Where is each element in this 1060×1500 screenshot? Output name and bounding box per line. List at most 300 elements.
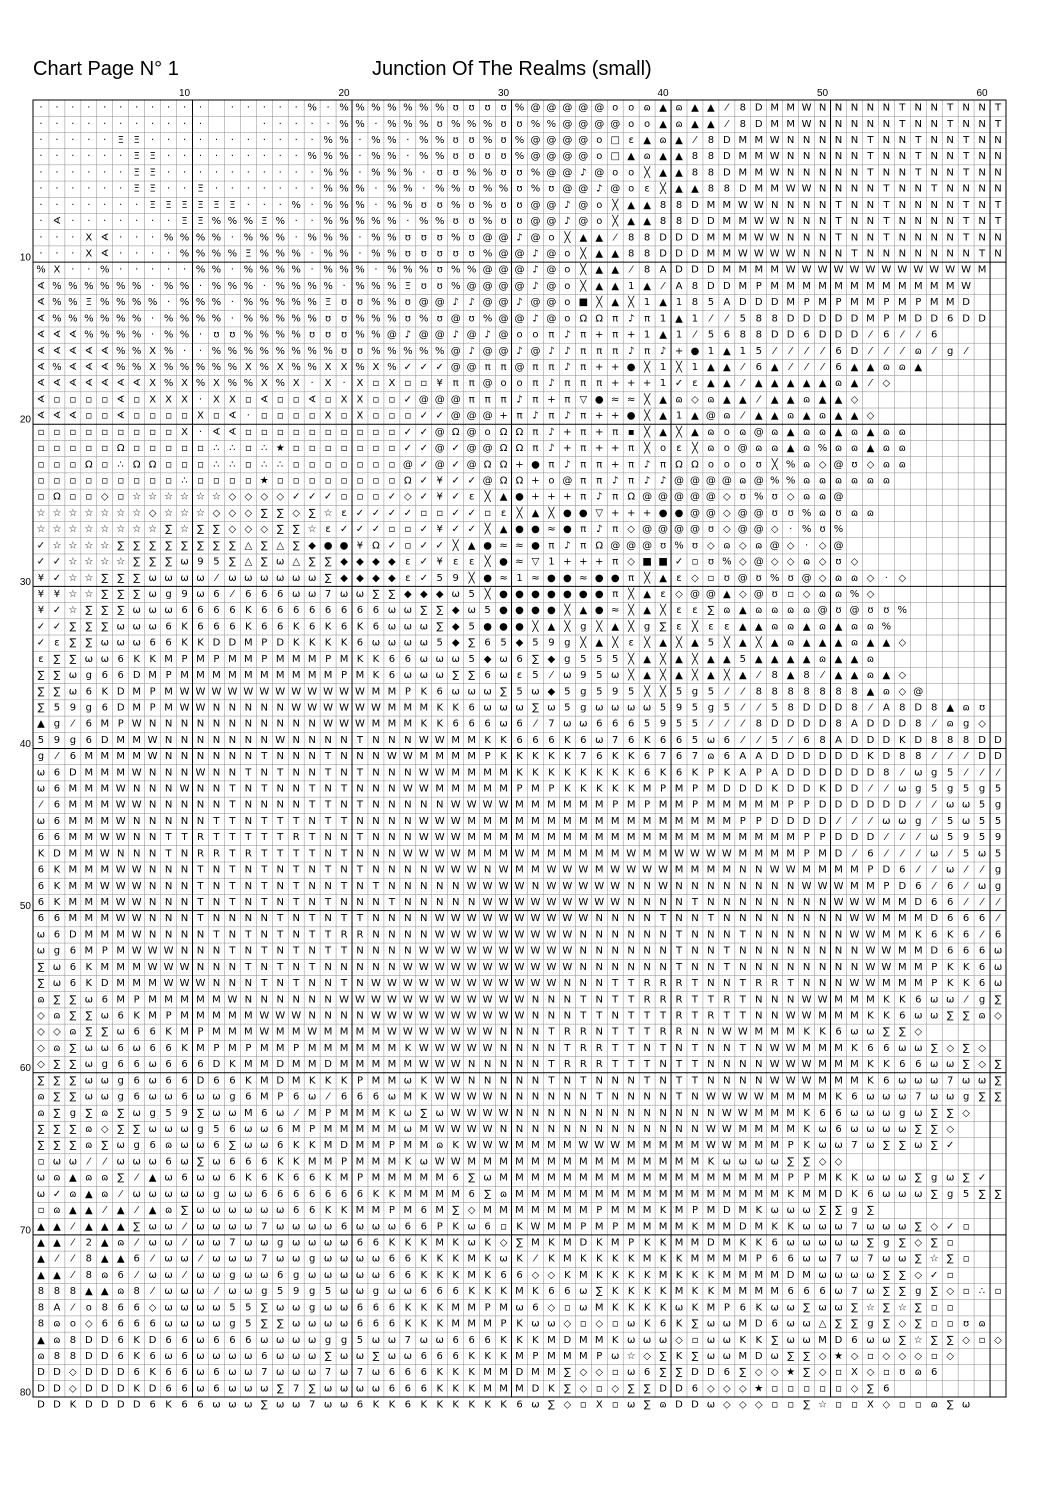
pattern-symbol: % — [323, 135, 333, 146]
pattern-symbol: N — [962, 184, 969, 195]
pattern-symbol: N — [213, 702, 220, 713]
pattern-symbol: W — [196, 978, 206, 989]
pattern-symbol: % — [339, 135, 349, 146]
pattern-symbol: M — [435, 1237, 444, 1248]
pattern-symbol: ☆ — [68, 605, 77, 616]
pattern-symbol: M — [467, 751, 476, 762]
pattern-symbol: M — [85, 784, 94, 795]
pattern-symbol: D — [564, 1335, 572, 1346]
pattern-symbol: ω — [164, 1254, 172, 1265]
pattern-symbol: 7 — [580, 751, 586, 762]
pattern-symbol: · — [103, 135, 106, 146]
pattern-symbol: N — [292, 751, 299, 762]
pattern-symbol: 6 — [389, 670, 395, 681]
pattern-symbol: ∑ — [708, 605, 715, 616]
pattern-symbol: M — [898, 297, 907, 308]
pattern-symbol: % — [291, 265, 301, 276]
pattern-symbol: g — [915, 784, 921, 795]
pattern-symbol: W — [562, 946, 572, 957]
pattern-symbol: 6 — [118, 1302, 124, 1313]
pattern-symbol: M — [770, 1027, 779, 1038]
pattern-symbol: W — [403, 994, 413, 1005]
pattern-symbol: 8 — [819, 735, 825, 746]
pattern-symbol: ✓ — [356, 508, 364, 519]
pattern-symbol: ∑ — [54, 1108, 61, 1119]
pattern-symbol: ω — [228, 1108, 236, 1119]
pattern-symbol: ω — [978, 881, 986, 892]
pattern-symbol: T — [356, 913, 364, 924]
pattern-symbol: W — [371, 994, 381, 1005]
pattern-symbol: K — [755, 1335, 762, 1346]
pattern-symbol: 1 — [692, 313, 698, 324]
pattern-symbol: ∑ — [197, 540, 204, 551]
pattern-symbol: ɷ — [835, 475, 842, 486]
pattern-symbol: 6 — [277, 1124, 283, 1135]
pattern-symbol: % — [387, 135, 397, 146]
pattern-symbol: + — [611, 459, 619, 470]
pattern-symbol: o — [596, 135, 602, 146]
pattern-symbol: ⁄ — [692, 330, 698, 341]
pattern-symbol: ω — [420, 621, 428, 632]
pattern-symbol: ▫ — [38, 459, 45, 470]
pattern-symbol: ▫ — [85, 411, 92, 422]
pattern-symbol: D — [771, 297, 779, 308]
pattern-symbol: 6 — [261, 1108, 267, 1119]
pattern-symbol: N — [771, 881, 778, 892]
pattern-symbol: π — [660, 459, 666, 470]
pattern-symbol: ▲ — [739, 638, 747, 649]
pattern-symbol: ▲ — [659, 394, 667, 405]
pattern-symbol: 6 — [118, 1043, 124, 1054]
pattern-symbol: ● — [515, 621, 524, 632]
pattern-symbol: π — [580, 346, 586, 357]
pattern-symbol: ¥ — [38, 589, 44, 600]
pattern-symbol: ▲ — [723, 362, 731, 373]
pattern-symbol: D — [101, 1383, 109, 1394]
pattern-symbol: · — [311, 249, 314, 260]
pattern-symbol: ▲ — [659, 151, 667, 162]
pattern-symbol: % — [371, 216, 381, 227]
pattern-symbol: ʊ — [341, 297, 347, 308]
pattern-symbol: ʊ — [469, 103, 475, 114]
pattern-symbol: · — [358, 249, 361, 260]
pattern-symbol: ∑ — [660, 621, 667, 632]
pattern-symbol: M — [898, 962, 907, 973]
pattern-symbol: ≈ — [611, 605, 619, 616]
pattern-symbol: % — [770, 475, 780, 486]
pattern-symbol: T — [228, 800, 236, 811]
pattern-symbol: ⁄ — [899, 832, 905, 843]
pattern-symbol: ω — [101, 1075, 109, 1086]
pattern-symbol: ∑ — [915, 1221, 922, 1232]
pattern-symbol: 8 — [963, 735, 969, 746]
pattern-symbol: K — [452, 702, 459, 713]
pattern-symbol: R — [644, 994, 651, 1005]
pattern-symbol: % — [212, 362, 222, 373]
pattern-symbol: 5 — [740, 313, 746, 324]
pattern-symbol: K — [628, 767, 635, 778]
pattern-symbol: · — [135, 249, 138, 260]
pattern-symbol: ∑ — [54, 686, 61, 697]
pattern-symbol: ▲ — [691, 411, 699, 422]
pattern-symbol: W — [451, 848, 461, 859]
pattern-symbol: ✓ — [404, 508, 412, 519]
pattern-symbol: D — [707, 1367, 715, 1378]
pattern-symbol: D — [340, 1140, 348, 1151]
pattern-symbol: ◇ — [787, 492, 795, 503]
pattern-symbol: 5 — [213, 1124, 219, 1135]
pattern-symbol: ⁄ — [708, 719, 714, 730]
pattern-symbol: N — [165, 719, 172, 730]
pattern-symbol: 5 — [772, 702, 778, 713]
pattern-symbol: T — [675, 962, 683, 973]
pattern-symbol: T — [292, 816, 300, 827]
pattern-symbol: M — [180, 994, 189, 1005]
pattern-symbol: % — [435, 103, 445, 114]
pattern-symbol: W — [658, 865, 668, 876]
pattern-symbol: ☆ — [132, 524, 141, 535]
pattern-symbol: ◇ — [675, 1335, 683, 1346]
pattern-symbol: 6 — [86, 686, 92, 697]
pattern-symbol: ω — [244, 1367, 252, 1378]
pattern-symbol: M — [324, 1124, 333, 1135]
pattern-symbol: % — [435, 346, 445, 357]
pattern-symbol: + — [531, 492, 539, 503]
pattern-symbol: M — [372, 1108, 381, 1119]
pattern-symbol: M — [292, 1059, 301, 1070]
pattern-symbol: ɷ — [707, 751, 714, 762]
pattern-symbol: 6 — [644, 1367, 650, 1378]
pattern-symbol: K — [149, 654, 156, 665]
pattern-symbol: M — [531, 1237, 540, 1248]
pattern-symbol: ◇ — [819, 1351, 827, 1362]
pattern-symbol: ω — [101, 1011, 109, 1022]
pattern-symbol: 6 — [931, 330, 937, 341]
pattern-symbol: M — [770, 265, 779, 276]
pattern-symbol: N — [500, 1027, 507, 1038]
pattern-symbol: ω — [276, 1302, 284, 1313]
pattern-symbol: N — [819, 119, 826, 130]
pattern-symbol: 6 — [54, 913, 60, 924]
pattern-symbol: M — [324, 670, 333, 681]
pattern-symbol: D — [723, 151, 731, 162]
pattern-symbol: D — [101, 1335, 109, 1346]
pattern-symbol: ω — [340, 1237, 348, 1248]
pattern-symbol: N — [867, 103, 874, 114]
pattern-symbol: · — [119, 216, 122, 227]
pattern-symbol: ∑ — [436, 621, 443, 632]
pattern-symbol: N — [819, 216, 826, 227]
pattern-symbol: ω — [212, 1400, 220, 1411]
pattern-symbol: ╳ — [643, 636, 651, 649]
pattern-symbol: ● — [531, 524, 540, 535]
pattern-symbol: % — [275, 265, 285, 276]
pattern-symbol: 6 — [165, 621, 171, 632]
pattern-symbol: ω — [388, 605, 396, 616]
pattern-symbol: M — [164, 702, 173, 713]
pattern-symbol: N — [181, 897, 188, 908]
pattern-symbol: ▫ — [341, 411, 348, 422]
pattern-symbol: ▲ — [659, 638, 667, 649]
pattern-symbol: 6 — [931, 929, 937, 940]
pattern-symbol: M — [499, 767, 508, 778]
pattern-symbol: N — [691, 1124, 698, 1135]
pattern-symbol: M — [723, 1189, 732, 1200]
pattern-symbol: ω — [707, 735, 715, 746]
pattern-symbol: ∢ — [101, 362, 109, 373]
pattern-symbol: ▫ — [357, 475, 364, 486]
pattern-symbol: ∢ — [37, 394, 45, 405]
pattern-symbol: ⁄ — [852, 848, 858, 859]
pattern-symbol: N — [883, 249, 890, 260]
pattern-symbol: o — [596, 216, 602, 227]
pattern-symbol: 6 — [293, 1189, 299, 1200]
pattern-symbol: ◇ — [244, 508, 252, 519]
pattern-symbol: ω — [324, 1383, 332, 1394]
pattern-symbol: D — [324, 1059, 332, 1070]
pattern-symbol: ω — [898, 1075, 906, 1086]
pattern-symbol: ✓ — [946, 1221, 954, 1232]
pattern-symbol: K — [229, 1059, 236, 1070]
pattern-symbol: ∢ — [260, 394, 268, 405]
pattern-symbol: Ξ — [325, 297, 331, 308]
pattern-symbol: M — [308, 654, 317, 665]
pattern-symbol: · — [247, 135, 250, 146]
pattern-symbol: @ — [467, 427, 477, 438]
pattern-symbol: M — [356, 1124, 365, 1135]
pattern-symbol: ▫ — [165, 475, 172, 486]
pattern-symbol: N — [755, 913, 762, 924]
pattern-symbol: W — [387, 994, 397, 1005]
pattern-symbol: D — [962, 313, 970, 324]
pattern-symbol: % — [212, 313, 222, 324]
pattern-symbol: ▲ — [659, 427, 667, 438]
pattern-symbol: ∢ — [53, 346, 61, 357]
pattern-symbol: M — [515, 816, 524, 827]
pattern-symbol: 6 — [468, 1335, 474, 1346]
pattern-symbol: W — [802, 994, 812, 1005]
pattern-symbol: % — [196, 313, 206, 324]
pattern-symbol: 6 — [181, 1367, 187, 1378]
pattern-symbol: · — [119, 249, 122, 260]
pattern-symbol: T — [260, 832, 268, 843]
pattern-symbol: π — [596, 346, 602, 357]
pattern-symbol: ▲ — [723, 654, 731, 665]
pattern-symbol: · — [358, 167, 361, 178]
pattern-symbol: P — [692, 800, 698, 811]
pattern-symbol: o — [86, 1302, 92, 1313]
pattern-symbol: ▫ — [69, 459, 76, 470]
pattern-symbol: ɷ — [819, 427, 826, 438]
pattern-symbol: M — [898, 929, 907, 940]
pattern-symbol: ▲ — [787, 378, 795, 389]
pattern-symbol: M — [356, 1043, 365, 1054]
pattern-symbol: Ω — [500, 459, 508, 470]
pattern-symbol: π — [612, 589, 618, 600]
pattern-symbol: R — [660, 1027, 667, 1038]
pattern-symbol: ɷ — [37, 1108, 44, 1119]
pattern-symbol: ☆ — [84, 508, 93, 519]
pattern-symbol: P — [485, 1302, 491, 1313]
pattern-symbol: % — [483, 135, 493, 146]
pattern-symbol: % — [403, 167, 413, 178]
pattern-symbol: ∑ — [803, 1367, 810, 1378]
pattern-symbol: 6 — [389, 654, 395, 665]
pattern-symbol: T — [292, 848, 300, 859]
pattern-symbol: + — [595, 362, 603, 373]
pattern-symbol: g — [229, 1092, 235, 1103]
pattern-symbol: K — [867, 1011, 874, 1022]
pattern-symbol: X — [851, 1367, 858, 1378]
pattern-symbol: ◇ — [579, 1383, 587, 1394]
pattern-symbol: T — [324, 865, 332, 876]
pattern-symbol: ω — [834, 1140, 842, 1151]
pattern-symbol: D — [675, 232, 683, 243]
pattern-symbol: @ — [515, 281, 525, 292]
pattern-symbol: T — [244, 767, 252, 778]
pattern-symbol: % — [164, 346, 174, 357]
pattern-symbol: % — [164, 330, 174, 341]
pattern-symbol: ▫ — [389, 524, 396, 535]
pattern-symbol: T — [898, 119, 906, 130]
pattern-symbol: M — [180, 670, 189, 681]
pattern-symbol: ∑ — [931, 1237, 938, 1248]
pattern-symbol: 6 — [564, 1286, 570, 1297]
pattern-symbol: 6 — [181, 1335, 187, 1346]
pattern-symbol: ⁄ — [134, 1270, 140, 1281]
pattern-symbol: ɷ — [771, 605, 778, 616]
pattern-symbol: M — [467, 1254, 476, 1265]
pattern-symbol: D — [978, 751, 986, 762]
pattern-symbol: W — [387, 1011, 397, 1022]
pattern-symbol: ω — [882, 1108, 890, 1119]
pattern-symbol: ∑ — [915, 1173, 922, 1184]
pattern-symbol: M — [643, 832, 652, 843]
pattern-symbol: N — [946, 216, 953, 227]
pattern-symbol: ω — [786, 1302, 794, 1313]
pattern-symbol: M — [467, 1302, 476, 1313]
pattern-symbol: W — [610, 897, 620, 908]
pattern-symbol: · — [199, 103, 202, 114]
pattern-symbol: ▲ — [500, 524, 508, 535]
pattern-symbol: ω — [244, 1205, 252, 1216]
pattern-symbol: D — [579, 1237, 587, 1248]
pattern-symbol: ω — [818, 1302, 826, 1313]
pattern-symbol: W — [164, 946, 174, 957]
pattern-symbol: ɷ — [883, 362, 890, 373]
pattern-symbol: K — [484, 1254, 491, 1265]
pattern-symbol: T — [547, 1059, 555, 1070]
pattern-symbol: 5 — [931, 784, 937, 795]
pattern-symbol: ɷ — [851, 508, 858, 519]
pattern-symbol: π — [548, 362, 554, 373]
pattern-symbol: ▫ — [133, 475, 140, 486]
pattern-symbol: D — [197, 1075, 205, 1086]
pattern-symbol: ✓ — [37, 621, 45, 632]
pattern-symbol: ♪ — [612, 475, 618, 486]
pattern-symbol: D — [867, 832, 875, 843]
pattern-symbol: % — [339, 151, 349, 162]
pattern-symbol: W — [132, 800, 142, 811]
pattern-symbol: W — [116, 897, 126, 908]
pattern-symbol: K — [660, 767, 667, 778]
pattern-symbol: N — [675, 913, 682, 924]
pattern-symbol: ω — [930, 832, 938, 843]
pattern-symbol: N — [675, 1043, 682, 1054]
pattern-symbol: % — [339, 184, 349, 195]
pattern-symbol: ⁄ — [756, 394, 762, 405]
pattern-symbol: D — [707, 281, 715, 292]
pattern-symbol: ▲ — [819, 378, 827, 389]
pattern-symbol: T — [212, 832, 220, 843]
pattern-symbol: M — [643, 784, 652, 795]
pattern-symbol: ∑ — [389, 589, 396, 600]
pattern-symbol: N — [197, 946, 204, 957]
pattern-symbol: M — [738, 1173, 747, 1184]
pattern-symbol: ʊ — [405, 297, 411, 308]
pattern-symbol: ∑ — [325, 573, 332, 584]
pattern-symbol: ◆ — [420, 589, 428, 600]
pattern-symbol: ⁄ — [708, 313, 714, 324]
pattern-symbol: K — [660, 1237, 667, 1248]
pattern-symbol: D — [978, 313, 986, 324]
pattern-symbol: R — [644, 978, 651, 989]
pattern-symbol: Ω — [579, 313, 587, 324]
pattern-symbol: M — [754, 1027, 763, 1038]
pattern-symbol: M — [563, 816, 572, 827]
pattern-symbol: ▲ — [643, 216, 651, 227]
pattern-symbol: D — [739, 297, 747, 308]
pattern-symbol: W — [355, 994, 365, 1005]
pattern-symbol: W — [132, 929, 142, 940]
pattern-symbol: W — [610, 865, 620, 876]
pattern-symbol: ω — [914, 767, 922, 778]
pattern-symbol: · — [231, 184, 234, 195]
pattern-symbol: ω — [611, 1351, 619, 1362]
pattern-symbol: ω — [802, 1205, 810, 1216]
pattern-symbol: Ξ — [197, 216, 203, 227]
pattern-symbol: ◇ — [978, 1043, 986, 1054]
pattern-symbol: M — [372, 1173, 381, 1184]
pattern-symbol: X — [293, 378, 300, 389]
column-number: 60 — [977, 88, 989, 99]
pattern-symbol: D — [835, 832, 843, 843]
pattern-symbol: D — [787, 767, 795, 778]
pattern-symbol: K — [851, 1043, 858, 1054]
pattern-symbol: ⁄ — [804, 346, 810, 357]
pattern-symbol: ◆ — [452, 621, 460, 632]
pattern-symbol: M — [388, 1075, 397, 1086]
pattern-symbol: + — [595, 411, 603, 422]
pattern-symbol: P — [596, 1351, 602, 1362]
pattern-symbol: 1 — [548, 557, 554, 568]
pattern-symbol: ɷ — [771, 621, 778, 632]
pattern-symbol: 8 — [692, 167, 698, 178]
pattern-symbol: % — [164, 378, 174, 389]
pattern-symbol: ω — [978, 848, 986, 859]
pattern-symbol: D — [851, 751, 859, 762]
pattern-symbol: 5 — [692, 719, 698, 730]
pattern-symbol: ▫ — [373, 492, 380, 503]
pattern-symbol: T — [260, 897, 268, 908]
pattern-symbol: % — [291, 330, 301, 341]
pattern-symbol: ▲ — [468, 540, 476, 551]
pattern-symbol: N — [659, 1092, 666, 1103]
pattern-symbol: % — [323, 281, 333, 292]
pattern-symbol: K — [628, 1270, 635, 1281]
pattern-symbol: 5 — [357, 1335, 363, 1346]
pattern-symbol: ◇ — [946, 1351, 954, 1362]
